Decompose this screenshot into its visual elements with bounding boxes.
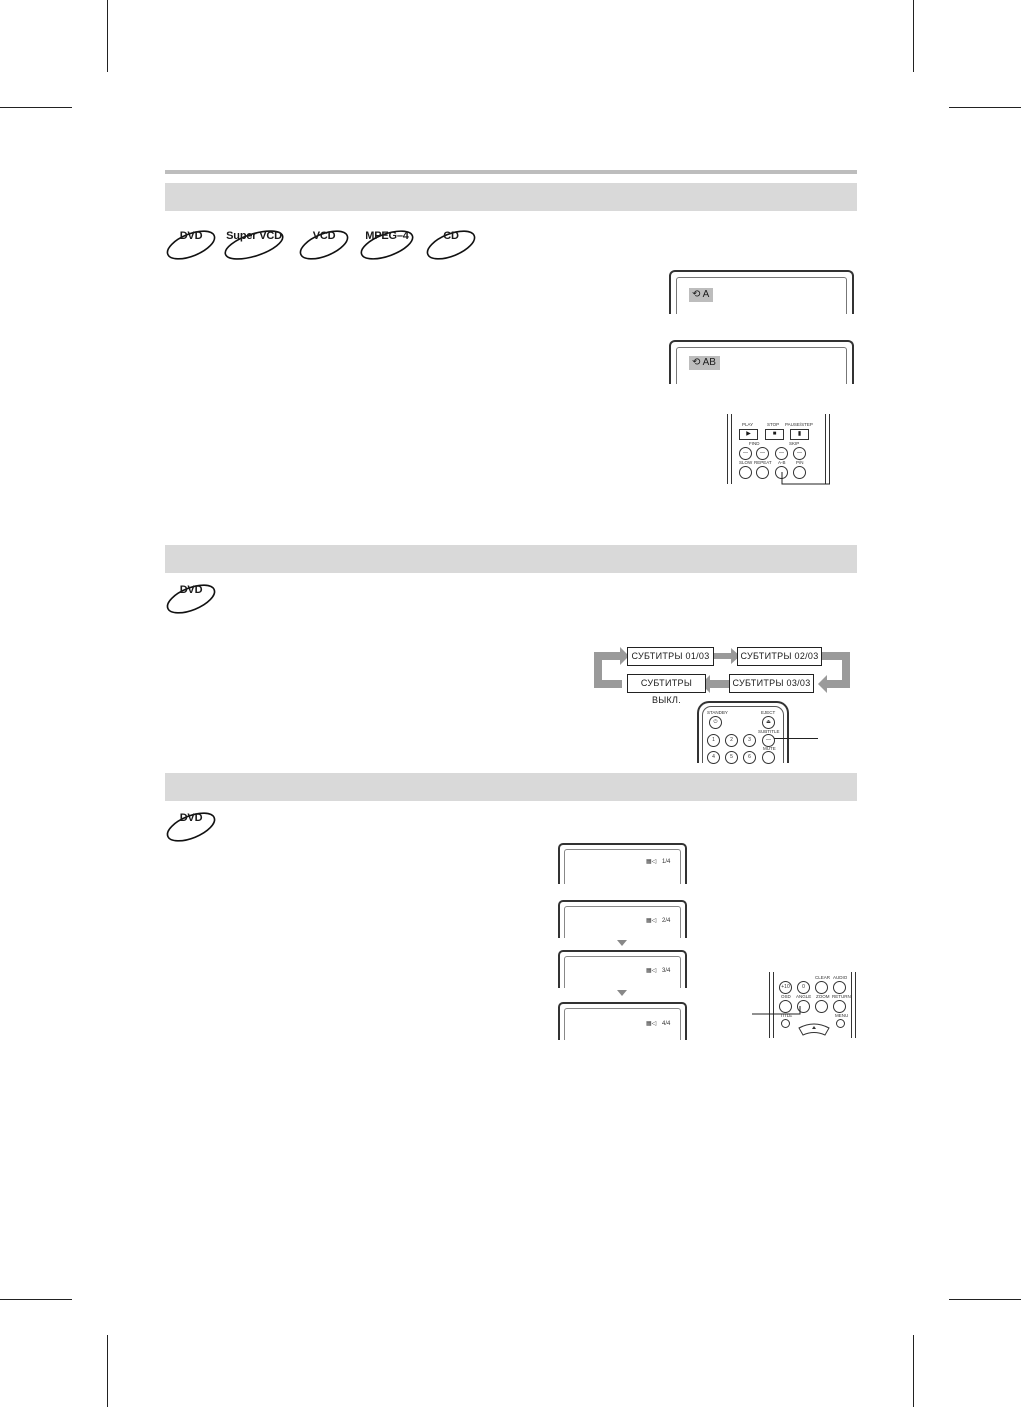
remote-top-section: [697, 701, 789, 763]
angle-screen-3: [558, 950, 687, 988]
section-header-band: [165, 183, 857, 211]
stop-button[interactable]: ■: [765, 429, 784, 440]
subtitle-off-box: СУБТИТРЫ ВЫКЛ.: [627, 674, 706, 693]
zoom-button[interactable]: [815, 1000, 828, 1013]
subtitle-01-box: СУБТИТРЫ 01/03: [627, 647, 714, 666]
slow-label: SLOW: [739, 460, 753, 465]
crop-mark: [107, 0, 108, 72]
disc-badge-cd: [425, 228, 477, 258]
angle-screen-inner: [564, 849, 681, 884]
find-label: FIND: [749, 441, 760, 446]
digit-label: 1: [712, 737, 715, 743]
disc-badge-label: VCD: [312, 230, 336, 242]
callout-line: [780, 470, 832, 486]
menu-label: MENU: [835, 1013, 849, 1018]
angle-value: 3/4: [662, 968, 671, 974]
digit-4-button[interactable]: [707, 751, 720, 764]
osd-screen-repeat-ab: [669, 340, 854, 384]
play-button[interactable]: ▶: [739, 429, 758, 440]
disc-badge-vcd: [298, 228, 350, 258]
subtitle-label: SUBTITLE: [758, 729, 780, 734]
arrow-down-icon: [617, 940, 627, 946]
rewind-button[interactable]: —: [739, 447, 752, 460]
repeat-indicator: [689, 356, 720, 370]
title-label: TITLE: [780, 1013, 793, 1018]
disc-badge-label: Super VCD: [226, 230, 282, 242]
ab-label: A-B: [778, 460, 786, 465]
digit-label: 5: [730, 754, 733, 760]
play-label: PLAY: [742, 422, 754, 427]
angle-value: 1/4: [662, 859, 671, 865]
digit-label: 3: [748, 737, 751, 743]
skip-back-button[interactable]: —: [775, 447, 788, 460]
callout-line: [752, 1004, 802, 1016]
digit-1-button[interactable]: [707, 734, 720, 747]
angle-screen-4: [558, 1002, 687, 1040]
remote-edge: [731, 414, 732, 484]
digit-5-button[interactable]: [725, 751, 738, 764]
section-header-band: [165, 773, 857, 801]
digit-label: 6: [748, 754, 751, 760]
eject-label: EJECT: [761, 710, 776, 715]
osd-screen-repeat-a: [669, 270, 854, 314]
remote-edge: [855, 972, 856, 1038]
skip-forward-button[interactable]: —: [793, 447, 806, 460]
angle-value: 4/4: [662, 1021, 671, 1027]
repeat-label: REPEAT: [754, 460, 772, 465]
digit-3-button[interactable]: [743, 734, 756, 747]
crop-mark: [0, 107, 72, 108]
section-header-band: [165, 545, 857, 573]
angle-screen-2: [558, 900, 687, 938]
top-rule: [165, 170, 857, 174]
title-button[interactable]: [781, 1019, 790, 1028]
disc-badge-dvd: [165, 810, 217, 840]
slow-button[interactable]: [739, 466, 752, 479]
crop-mark: [107, 1335, 108, 1407]
plus10-label: +10: [781, 984, 790, 990]
clear-label: CLEAR: [815, 975, 831, 980]
arrow-down-icon: [617, 990, 627, 996]
digit-2-button[interactable]: [725, 734, 738, 747]
callout-line: [774, 738, 818, 739]
disc-badge-label: DVD: [179, 812, 203, 824]
repeat-indicator: [689, 288, 713, 302]
disc-badge-mpeg4: [358, 228, 416, 258]
return-button[interactable]: [833, 1000, 846, 1013]
subtitle-button[interactable]: —: [762, 734, 775, 747]
eject-button[interactable]: ⏏: [762, 716, 775, 729]
skip-label: SKIP: [789, 441, 800, 446]
zoom-label: ZOOM: [816, 994, 830, 999]
pause-button[interactable]: ▮: [790, 429, 809, 440]
clear-button[interactable]: [815, 981, 828, 994]
nav-up-button[interactable]: [797, 1020, 831, 1036]
standby-label: STANDBY: [707, 710, 728, 715]
pause-step-label: PAUSE/STEP: [785, 422, 813, 427]
menu-button[interactable]: [836, 1019, 845, 1028]
stop-label: STOP: [767, 422, 780, 427]
camera-icon: ▦◁: [646, 918, 657, 924]
repeat-icon: ⟲: [692, 357, 701, 368]
audio-label: AUDIO: [833, 975, 848, 980]
repeat-icon: ⟲: [692, 289, 701, 300]
repeat-button[interactable]: [756, 466, 769, 479]
disc-badge-label: MPEG–4: [365, 230, 409, 242]
return-label: RETURN: [832, 994, 851, 999]
disc-badge-svcd: [222, 228, 286, 258]
remote-edge: [851, 972, 852, 1038]
crop-mark: [913, 1335, 914, 1407]
zero-button[interactable]: [797, 981, 810, 994]
mute-label: MUTE: [763, 746, 776, 751]
crop-mark: [0, 1299, 72, 1300]
mute-button[interactable]: [762, 751, 775, 764]
plus10-button[interactable]: [779, 981, 792, 994]
angle-label: ANGLE: [796, 994, 812, 999]
angle-value: 2/4: [662, 918, 671, 924]
disc-badge-dvd: [165, 228, 217, 258]
audio-button[interactable]: [833, 981, 846, 994]
subtitle-03-box: СУБТИТРЫ 03/03: [729, 674, 814, 693]
disc-badge-dvd: [165, 582, 217, 612]
camera-icon: ▦◁: [646, 859, 657, 865]
disc-badge-label: DVD: [179, 230, 203, 242]
angle-screen-1: [558, 843, 687, 884]
digit-6-button[interactable]: [743, 751, 756, 764]
standby-button[interactable]: ⏻: [709, 716, 722, 729]
camera-icon: ▦◁: [646, 1021, 657, 1027]
pn-label: P/N: [796, 460, 804, 465]
osd-label: OSD: [781, 994, 791, 999]
disc-badge-label: CD: [443, 230, 459, 242]
disc-badge-label: DVD: [179, 584, 203, 596]
remote-edge: [727, 414, 728, 484]
digit-label: 2: [730, 737, 733, 743]
repeat-ab-label: AB: [702, 357, 716, 368]
subtitle-02-box: СУБТИТРЫ 02/03: [737, 647, 822, 666]
repeat-a-label: A: [702, 289, 710, 300]
crop-mark: [949, 107, 1021, 108]
crop-mark: [949, 1299, 1021, 1300]
crop-mark: [913, 0, 914, 72]
zero-label: 0: [802, 984, 805, 990]
camera-icon: ▦◁: [646, 968, 657, 974]
forward-button[interactable]: —: [756, 447, 769, 460]
digit-label: 4: [712, 754, 715, 760]
